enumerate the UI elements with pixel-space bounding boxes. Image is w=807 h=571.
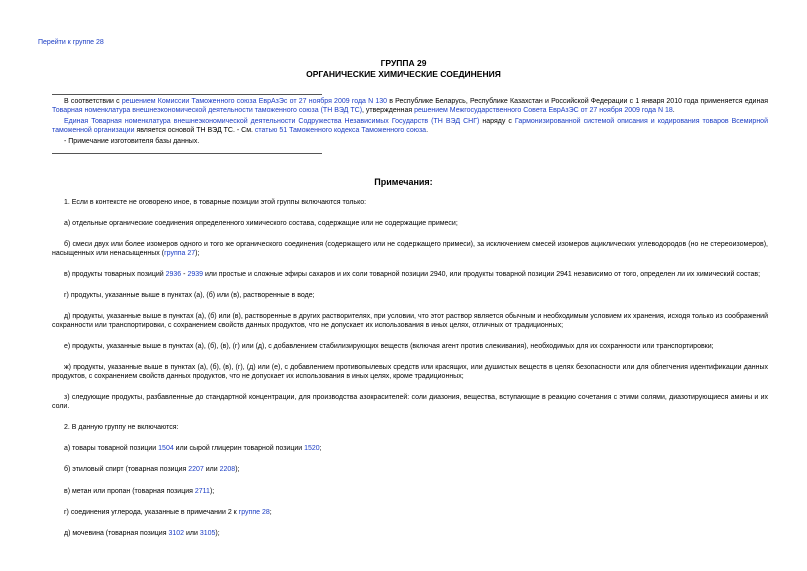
footnote-text: .: [426, 127, 429, 134]
note-1-z: з) следующие продукты, разбавленные до стандартной концентрации, для производства азокрасителей: соли диазония, вещества, вступающие в реакцию сочетания с этими солями, диазотирующиеся амины и их соли.: [52, 394, 768, 410]
note-text: а) товары товарной позиции: [64, 445, 159, 452]
group-subtitle: ОРГАНИЧЕСКИЕ ХИМИЧЕСКИЕ СОЕДИНЕНИЯ: [306, 69, 501, 79]
heading-2939-link[interactable]: 2939: [187, 271, 204, 278]
goto-group-28-link[interactable]: Перейти к группе 28: [38, 39, 104, 46]
note-text: или: [184, 530, 200, 537]
group-28-link[interactable]: группе 28: [238, 509, 270, 516]
group-title: ГРУППА 29: [380, 58, 427, 68]
notes-heading: Примечания:: [374, 177, 433, 187]
note-text: д) мочевина (товарная позиция: [64, 530, 169, 537]
footnote-text: наряду с: [479, 118, 515, 125]
note-1-g: г) продукты, указанные выше в пунктах (а), (б) или (в), растворенные в воде;: [64, 292, 315, 299]
note-1-v: [52, 270, 768, 279]
heading-2207-link[interactable]: 2207: [188, 466, 204, 473]
note-2-b: [52, 465, 768, 474]
note-2-g: [52, 508, 768, 517]
note-1-b: [52, 240, 768, 258]
harmonized-system-link[interactable]: Гармонизированной системой описания и кодирования товаров Всемирной таможенной организации: [52, 118, 768, 134]
tn-ved-sng-link[interactable]: Единая Товарная номенклатура внешнеэкономической деятельности Содружества Независимых Государств (ТН ВЭД СНГ): [64, 118, 480, 125]
note-2-v: [52, 487, 768, 496]
customs-code-article-51-link[interactable]: статью 51 Таможенного кодекса Таможенного союза: [254, 127, 427, 134]
note-2-a: [52, 444, 768, 453]
note-text: б) этиловый спирт (товарная позиция: [64, 466, 189, 473]
heading-3102-link[interactable]: 3102: [168, 530, 185, 537]
note-1-a: а) отдельные органические соединения определенного химического состава, содержащие или не содержащие примеси;: [64, 220, 458, 227]
note-text: ;: [269, 509, 272, 516]
note-text: );: [215, 530, 220, 537]
footnote-text: .: [672, 107, 675, 114]
commission-decision-link[interactable]: решением Комиссии Таможенного союза ЕврАзЭс от 27 ноября 2009 года N 130: [121, 98, 388, 105]
heading-2936-link[interactable]: 2936: [165, 271, 182, 278]
footnote-paragraph-1: [52, 97, 768, 115]
footnote-paragraph-2: [52, 117, 768, 135]
footnote-text: , утвержденная: [362, 107, 415, 114]
note-text: или сырой глицерин товарной позиции: [173, 445, 305, 452]
footnote-paragraph-3: - Примечание изготовителя базы данных.: [64, 138, 200, 145]
footnote-text: является основой ТН ВЭД ТС. - См.: [134, 127, 255, 134]
heading-1504-link[interactable]: 1504: [158, 445, 174, 452]
note-text: б) смеси двух или более изомеров одного и того же органического соединения (содержащего или не содержащего примеси), за исключением смесей изомеров ациклических углеводородов (но не стереоизомеров), насыщенных или ненасыщенных (: [52, 241, 768, 257]
tn-ved-ts-link[interactable]: Товарная номенклатура внешнеэкономической деятельности таможенного союза (ТН ВЭД ТС): [52, 107, 363, 114]
note-text: или простые и сложные эфиры сахаров и их соли товарной позиции 2940, или продукты товарной позиции 2941 независимо от того, определен ли их химический состав;: [203, 271, 761, 278]
note-text: -: [181, 271, 188, 278]
heading-3105-link[interactable]: 3105: [199, 530, 216, 537]
note-2-d: [52, 529, 768, 538]
heading-2208-link[interactable]: 2208: [219, 466, 236, 473]
heading-2711-link[interactable]: 2711: [194, 488, 210, 495]
note-text: ;: [319, 445, 322, 452]
footnote-text: в Республике Беларусь, Республике Казахстан и Российской Федерации с 1 января 2010 года применяется единая: [387, 98, 768, 105]
footnote-top-rule: [52, 94, 322, 95]
interstate-council-decision-link[interactable]: решением Межгосударственного Совета ЕврАзЭС от 27 ноября 2009 года N 18: [414, 107, 673, 114]
note-text: );: [235, 466, 240, 473]
note-text: или: [203, 466, 220, 473]
note-1-zh: ж) продукты, указанные выше в пунктах (а), (б), (в), (г), (д) или (е), с добавлением противопылевых средств или красящих, или душистых веществ в целях безопасности или для облегчения идентификации данных продуктов, с сохранением свойств данных продуктов, что не допускает их использования в иных целях, кроме традиционных;: [52, 364, 768, 380]
heading-1520-link[interactable]: 1520: [304, 445, 320, 452]
note-text: г) соединения углерода, указанные в примечании 2 к: [64, 509, 239, 516]
note-text: );: [195, 250, 200, 257]
note-1: 1. Если в контексте не оговорено иное, в товарные позиции этой группы включаются только:: [64, 199, 367, 206]
note-text: в) метан или пропан (товарная позиция: [64, 488, 195, 495]
footnote-bottom-rule: [52, 153, 322, 154]
note-1-e: е) продукты, указанные выше в пунктах (а), (б), (в), (г) или (д), с добавлением стабилизирующих веществ (включая агент против слеживания), необходимых для их сохранности или транспортировки;: [64, 343, 714, 350]
note-text: в) продукты товарных позиций: [64, 271, 166, 278]
note-text: );: [209, 488, 215, 495]
group-27-link[interactable]: группа 27: [164, 250, 196, 257]
note-2: 2. В данную группу не включаются:: [64, 424, 179, 431]
note-1-d: д) продукты, указанные выше в пунктах (а), (б) или (в), растворенные в других растворителях, при условии, что этот раствор является обычным и необходимым условием их хранения, исходя только из соображений сохранности или транспортировки, с сохранением свойств данных продуктов, что не допускает их использования в иных целях, отличных от традиционных;: [52, 313, 768, 329]
footnote-text: В соответствии с: [64, 98, 122, 105]
